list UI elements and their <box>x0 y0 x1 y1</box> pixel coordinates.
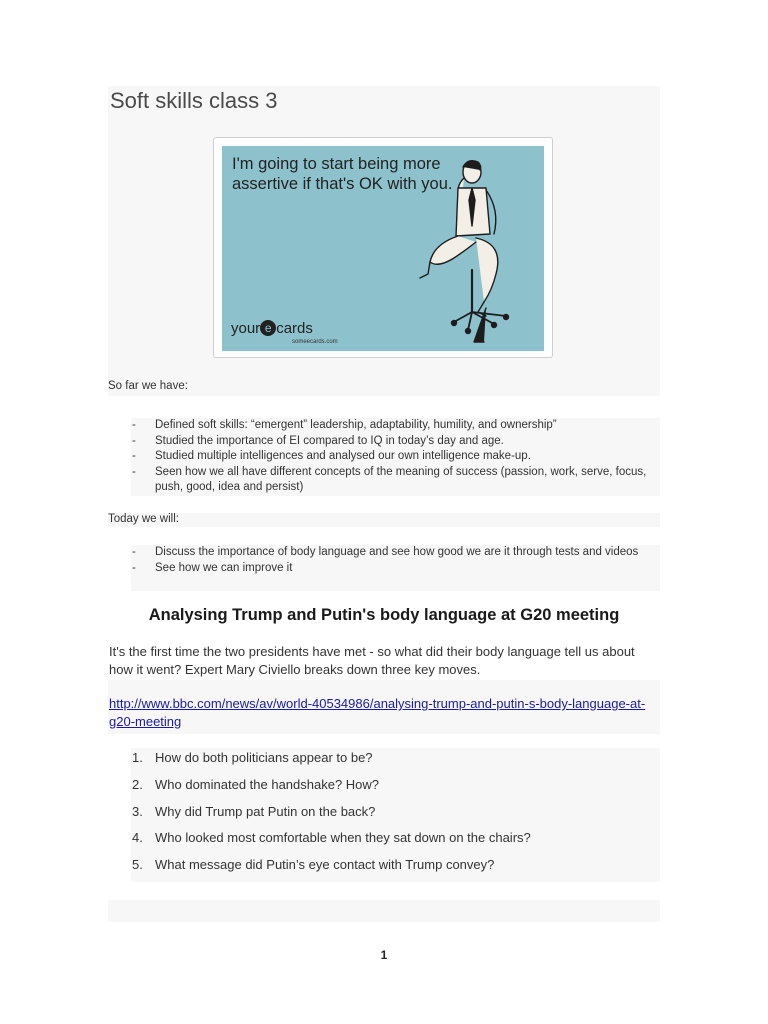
question-text: Who dominated the handshake? How? <box>155 776 380 792</box>
page-title: Soft skills class 3 <box>110 88 278 113</box>
link-block <box>108 680 660 734</box>
list-item: - Seen how we all have different concepts of the meaning of success (passion, work, serve, focus, push, good, idea and persist) <box>131 465 660 496</box>
article-headline: Analysing Trump and Putin's body language at G20 meeting <box>148 606 620 624</box>
footer-band <box>108 900 660 922</box>
question-text: How do both politicians appear to be? <box>155 750 373 765</box>
list-item <box>131 748 660 775</box>
so-far-label: So far we have: <box>108 380 188 392</box>
question-list <box>131 748 660 882</box>
question-text: What message did Putin’s eye contact with Trump convey? <box>155 857 495 873</box>
question-number: 3. <box>132 803 143 819</box>
brand-e-logo-icon: e <box>260 320 276 336</box>
ecard-image <box>213 137 553 358</box>
intro-paragraph: It's the first time the two presidents have met - so what did their body language tell us about how it went? Expert Mary Civiello breaks down three key moves. <box>109 644 635 677</box>
list-item <box>131 775 660 802</box>
today-label: Today we will: <box>108 513 179 525</box>
today-label-band <box>108 513 660 527</box>
list-item: - Studied the importance of EI compared to IQ in today’s day and age. <box>131 434 660 450</box>
list-item <box>131 828 660 855</box>
ecard-caption: I'm going to start being more assertive if that's OK with you. <box>232 155 453 193</box>
today-list <box>131 545 660 591</box>
question-number: 4. <box>132 830 143 846</box>
ecard-brand <box>231 320 313 337</box>
question-number: 5. <box>132 857 143 873</box>
list-item: - Discuss the importance of body language and see how good we are it through tests and videos <box>131 545 660 561</box>
question-number: 2. <box>132 776 143 792</box>
so-far-list <box>131 418 660 496</box>
list-item: - See how we can improve it <box>131 561 660 577</box>
question-text: Who looked most comfortable when they sat down on the chairs? <box>155 830 531 846</box>
list-item: - Studied multiple intelligences and analysed our own intelligence make-up. <box>131 449 660 465</box>
list-item <box>131 855 660 882</box>
question-text: Why did Trump pat Putin on the back? <box>155 803 376 819</box>
brand-suffix: cards <box>276 320 313 337</box>
seated-man-illustration <box>414 152 524 346</box>
list-item <box>131 802 660 829</box>
page-number: 1 <box>380 948 388 962</box>
brand-prefix: your <box>231 320 261 337</box>
list-item: - Defined soft skills: “emergent” leadership, adaptability, humility, and ownership” <box>131 418 660 434</box>
ecard-url: someecards.com <box>292 339 338 345</box>
so-far-label-band <box>108 380 660 396</box>
question-number: 1. <box>132 750 143 765</box>
ecard-card <box>222 146 544 351</box>
bbc-video-link[interactable]: http://www.bbc.com/news/av/world-40534986/analysing-trump-and-putin-s-body-language-at-g20-meeting <box>109 696 646 729</box>
